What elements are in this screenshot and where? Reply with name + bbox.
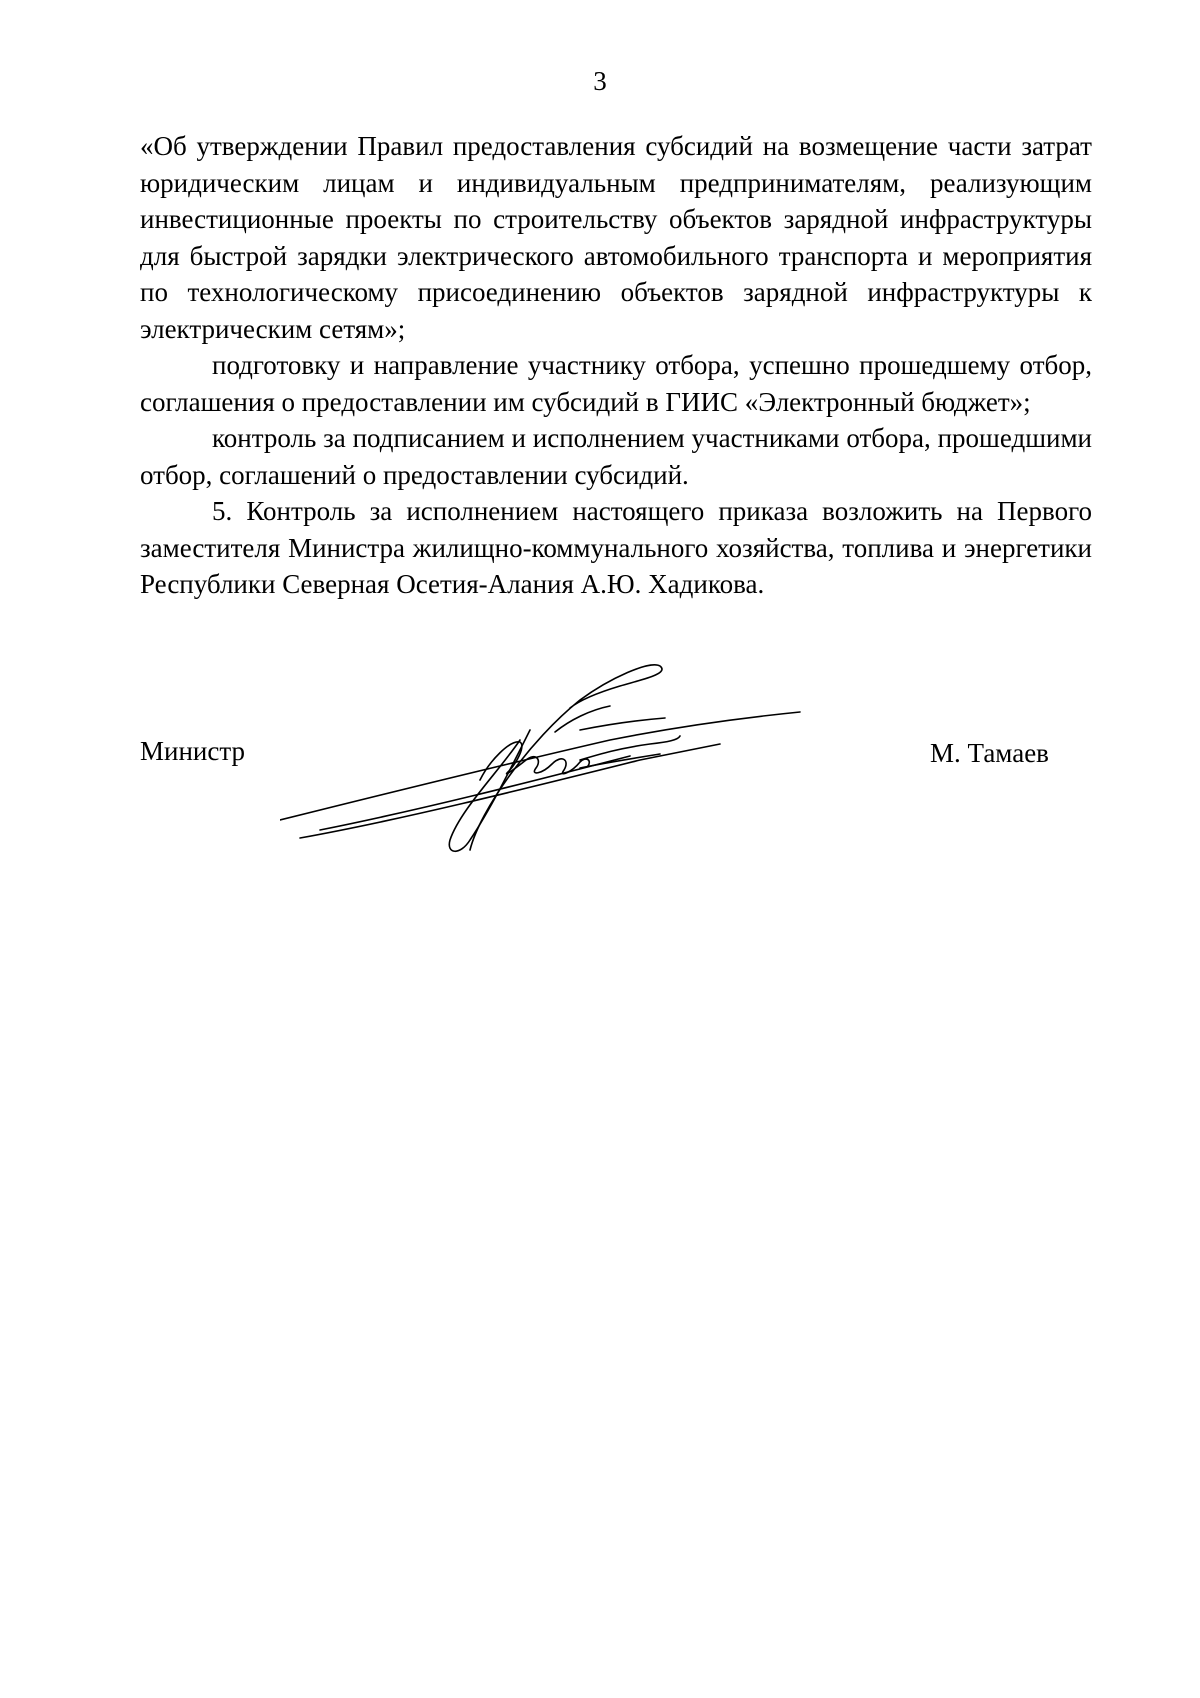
signatory-position: Министр bbox=[140, 736, 245, 766]
handwritten-signature bbox=[280, 660, 860, 860]
page-number: 3 bbox=[593, 66, 607, 96]
document-body bbox=[140, 128, 1092, 603]
paragraph-rules-title-continuation: «Об утверждении Правил предоставления субсидий на возмещение части затрат юридическим лицам и индивидуальным предпринимателям, реализующим инвестиционные проекты по строительству объектов зарядной инфраструктуры для быстрой зарядки электрического автомобильного транспорта и мероприятия по технологическому присоединению объектов зарядной инфраструктуры к электрическим сетям»; bbox=[140, 131, 1092, 344]
paragraph-order-control: 5. Контроль за исполнением настоящего приказа возложить на Первого заместителя Министра жилищно-коммунального хозяйства, топлива и энергетики Республики Северная Осетия-Алания А.Ю. Хадикова. bbox=[140, 496, 1092, 599]
signatory-name: М. Тамаев bbox=[930, 738, 1049, 768]
paragraph-agreement-preparation: подготовку и направление участнику отбора, успешно прошедшему отбор, соглашения о предоставлении им субсидий в ГИИС «Электронный бюджет»; bbox=[140, 350, 1092, 417]
paragraph-agreement-control: контроль за подписанием и исполнением участниками отбора, прошедшими отбор, соглашений о предоставлении субсидий. bbox=[140, 423, 1092, 490]
